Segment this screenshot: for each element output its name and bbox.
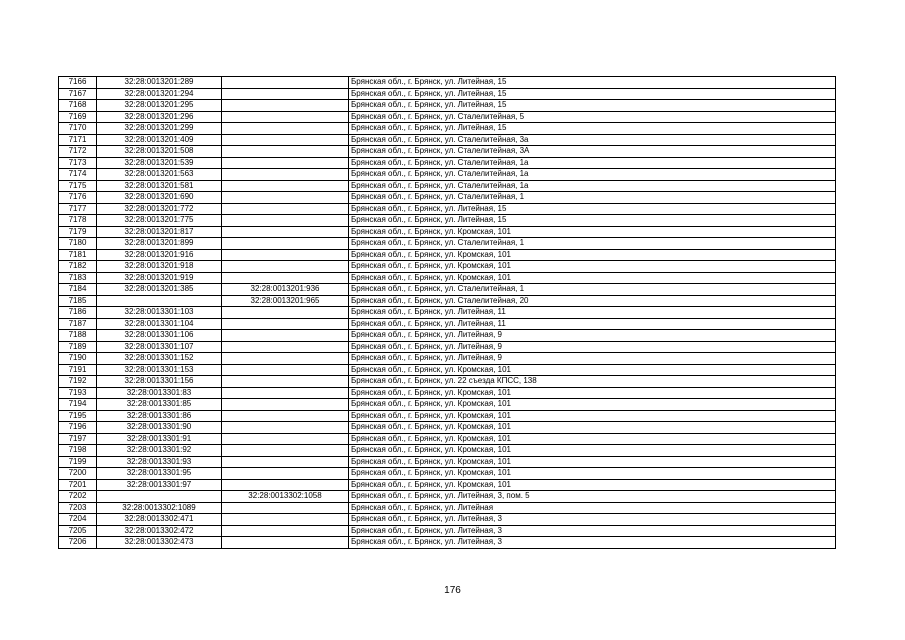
address-cell: Брянская обл., г. Брянск, ул. Кромская, 101 — [349, 399, 836, 411]
secondary-cadastral-number-cell — [222, 422, 349, 434]
address-cell: Брянская обл., г. Брянск, ул. Кромская, 101 — [349, 261, 836, 273]
cadastral-number-cell: 32:28:0013301:153 — [97, 364, 222, 376]
row-number-cell: 7196 — [59, 422, 97, 434]
row-number-cell: 7193 — [59, 387, 97, 399]
cadastral-number-cell: 32:28:0013301:107 — [97, 341, 222, 353]
row-number-cell: 7200 — [59, 468, 97, 480]
secondary-cadastral-number-cell: 32:28:0013201:965 — [222, 295, 349, 307]
cadastral-number-cell: 32:28:0013301:91 — [97, 433, 222, 445]
row-number-cell: 7192 — [59, 376, 97, 388]
cadastral-number-cell: 32:28:0013302:472 — [97, 525, 222, 537]
secondary-cadastral-number-cell — [222, 364, 349, 376]
row-number-cell: 7188 — [59, 330, 97, 342]
address-cell: Брянская обл., г. Брянск, ул. Литейная, 15 — [349, 123, 836, 135]
table-row — [59, 157, 836, 169]
cadastral-number-cell: 32:28:0013201:539 — [97, 157, 222, 169]
property-register-table — [58, 76, 836, 549]
row-number-cell: 7191 — [59, 364, 97, 376]
row-number-cell: 7169 — [59, 111, 97, 123]
secondary-cadastral-number-cell — [222, 238, 349, 250]
row-number-cell: 7183 — [59, 272, 97, 284]
cadastral-number-cell: 32:28:0013201:817 — [97, 226, 222, 238]
address-cell: Брянская обл., г. Брянск, ул. Литейная, 3, пом. 5 — [349, 491, 836, 503]
secondary-cadastral-number-cell — [222, 203, 349, 215]
cadastral-number-cell: 32:28:0013301:156 — [97, 376, 222, 388]
table-row — [59, 537, 836, 549]
secondary-cadastral-number-cell — [222, 514, 349, 526]
row-number-cell: 7181 — [59, 249, 97, 261]
row-number-cell: 7173 — [59, 157, 97, 169]
secondary-cadastral-number-cell — [222, 134, 349, 146]
address-cell: Брянская обл., г. Брянск, ул. Сталелитейная, 1а — [349, 169, 836, 181]
row-number-cell: 7172 — [59, 146, 97, 158]
cadastral-number-cell: 32:28:0013201:385 — [97, 284, 222, 296]
table-row — [59, 318, 836, 330]
cadastral-number-cell: 32:28:0013301:90 — [97, 422, 222, 434]
row-number-cell: 7179 — [59, 226, 97, 238]
address-cell: Брянская обл., г. Брянск, ул. Кромская, 101 — [349, 433, 836, 445]
address-cell: Брянская обл., г. Брянск, ул. Сталелитейная, 3а — [349, 134, 836, 146]
row-number-cell: 7202 — [59, 491, 97, 503]
address-cell: Брянская обл., г. Брянск, ул. Литейная, 11 — [349, 318, 836, 330]
cadastral-number-cell: 32:28:0013201:775 — [97, 215, 222, 227]
cadastral-number-cell: 32:28:0013301:95 — [97, 468, 222, 480]
cadastral-number-cell: 32:28:0013301:103 — [97, 307, 222, 319]
address-cell: Брянская обл., г. Брянск, ул. Литейная, 9 — [349, 353, 836, 365]
secondary-cadastral-number-cell — [222, 180, 349, 192]
address-cell: Брянская обл., г. Брянск, ул. Литейная, 9 — [349, 330, 836, 342]
address-cell: Брянская обл., г. Брянск, ул. Литейная, 15 — [349, 215, 836, 227]
address-cell: Брянская обл., г. Брянск, ул. Сталелитейная, 1 — [349, 192, 836, 204]
secondary-cadastral-number-cell — [222, 215, 349, 227]
address-cell: Брянская обл., г. Брянск, ул. Сталелитейная, 1а — [349, 157, 836, 169]
table-row — [59, 468, 836, 480]
table-row — [59, 192, 836, 204]
secondary-cadastral-number-cell — [222, 169, 349, 181]
table-row — [59, 100, 836, 112]
secondary-cadastral-number-cell — [222, 77, 349, 89]
row-number-cell: 7189 — [59, 341, 97, 353]
secondary-cadastral-number-cell — [222, 399, 349, 411]
cadastral-number-cell: 32:28:0013201:296 — [97, 111, 222, 123]
address-cell: Брянская обл., г. Брянск, ул. Литейная, 15 — [349, 100, 836, 112]
secondary-cadastral-number-cell — [222, 307, 349, 319]
secondary-cadastral-number-cell — [222, 502, 349, 514]
table-row — [59, 479, 836, 491]
secondary-cadastral-number-cell: 32:28:0013302:1058 — [222, 491, 349, 503]
address-cell: Брянская обл., г. Брянск, ул. Сталелитейная, 3А — [349, 146, 836, 158]
address-cell: Брянская обл., г. Брянск, ул. Кромская, 101 — [349, 410, 836, 422]
row-number-cell: 7178 — [59, 215, 97, 227]
secondary-cadastral-number-cell — [222, 100, 349, 112]
row-number-cell: 7180 — [59, 238, 97, 250]
table-row — [59, 502, 836, 514]
table-row — [59, 295, 836, 307]
secondary-cadastral-number-cell — [222, 192, 349, 204]
address-cell: Брянская обл., г. Брянск, ул. Литейная, 9 — [349, 341, 836, 353]
table-row — [59, 238, 836, 250]
table-row — [59, 330, 836, 342]
row-number-cell: 7185 — [59, 295, 97, 307]
cadastral-number-cell: 32:28:0013201:289 — [97, 77, 222, 89]
table-row — [59, 525, 836, 537]
secondary-cadastral-number-cell — [222, 157, 349, 169]
secondary-cadastral-number-cell — [222, 353, 349, 365]
address-cell: Брянская обл., г. Брянск, ул. Кромская, 101 — [349, 226, 836, 238]
secondary-cadastral-number-cell — [222, 537, 349, 549]
address-cell: Брянская обл., г. Брянск, ул. Кромская, 101 — [349, 387, 836, 399]
row-number-cell: 7201 — [59, 479, 97, 491]
cadastral-number-cell — [97, 491, 222, 503]
row-number-cell: 7184 — [59, 284, 97, 296]
table-row — [59, 387, 836, 399]
secondary-cadastral-number-cell — [222, 111, 349, 123]
address-cell: Брянская обл., г. Брянск, ул. Кромская, 101 — [349, 456, 836, 468]
row-number-cell: 7187 — [59, 318, 97, 330]
row-number-cell: 7182 — [59, 261, 97, 273]
secondary-cadastral-number-cell — [222, 479, 349, 491]
secondary-cadastral-number-cell — [222, 272, 349, 284]
table-row — [59, 77, 836, 89]
table-row — [59, 410, 836, 422]
table-row — [59, 422, 836, 434]
address-cell: Брянская обл., г. Брянск, ул. Кромская, 101 — [349, 468, 836, 480]
cadastral-number-cell: 32:28:0013201:581 — [97, 180, 222, 192]
cadastral-number-cell: 32:28:0013302:471 — [97, 514, 222, 526]
table-row — [59, 261, 836, 273]
row-number-cell: 7174 — [59, 169, 97, 181]
secondary-cadastral-number-cell — [222, 88, 349, 100]
row-number-cell: 7186 — [59, 307, 97, 319]
secondary-cadastral-number-cell — [222, 330, 349, 342]
cadastral-number-cell: 32:28:0013201:916 — [97, 249, 222, 261]
address-cell: Брянская обл., г. Брянск, ул. Сталелитейная, 1 — [349, 284, 836, 296]
cadastral-number-cell: 32:28:0013301:97 — [97, 479, 222, 491]
cadastral-number-cell: 32:28:0013301:106 — [97, 330, 222, 342]
table-row — [59, 88, 836, 100]
address-cell: Брянская обл., г. Брянск, ул. Литейная, 15 — [349, 88, 836, 100]
table-row — [59, 226, 836, 238]
cadastral-number-cell: 32:28:0013301:86 — [97, 410, 222, 422]
row-number-cell: 7205 — [59, 525, 97, 537]
address-cell: Брянская обл., г. Брянск, ул. Кромская, 101 — [349, 422, 836, 434]
address-cell: Брянская обл., г. Брянск, ул. Сталелитейная, 5 — [349, 111, 836, 123]
address-cell: Брянская обл., г. Брянск, ул. Литейная, 11 — [349, 307, 836, 319]
table-row — [59, 307, 836, 319]
row-number-cell: 7190 — [59, 353, 97, 365]
cadastral-number-cell: 32:28:0013201:690 — [97, 192, 222, 204]
row-number-cell: 7168 — [59, 100, 97, 112]
row-number-cell: 7176 — [59, 192, 97, 204]
secondary-cadastral-number-cell — [222, 341, 349, 353]
secondary-cadastral-number-cell — [222, 249, 349, 261]
cadastral-number-cell: 32:28:0013201:563 — [97, 169, 222, 181]
address-cell: Брянская обл., г. Брянск, ул. Литейная, 3 — [349, 514, 836, 526]
row-number-cell: 7197 — [59, 433, 97, 445]
table-row — [59, 491, 836, 503]
cadastral-number-cell: 32:28:0013201:918 — [97, 261, 222, 273]
row-number-cell: 7167 — [59, 88, 97, 100]
cadastral-number-cell: 32:28:0013301:104 — [97, 318, 222, 330]
table-row — [59, 169, 836, 181]
table-row — [59, 272, 836, 284]
table-row — [59, 353, 836, 365]
table-row — [59, 134, 836, 146]
address-cell: Брянская обл., г. Брянск, ул. Сталелитейная, 20 — [349, 295, 836, 307]
row-number-cell: 7175 — [59, 180, 97, 192]
table-row — [59, 364, 836, 376]
cadastral-number-cell: 32:28:0013301:85 — [97, 399, 222, 411]
address-cell: Брянская обл., г. Брянск, ул. Кромская, 101 — [349, 249, 836, 261]
address-cell: Брянская обл., г. Брянск, ул. Литейная, 15 — [349, 77, 836, 89]
cadastral-number-cell: 32:28:0013302:473 — [97, 537, 222, 549]
cadastral-number-cell: 32:28:0013201:919 — [97, 272, 222, 284]
row-number-cell: 7204 — [59, 514, 97, 526]
table-row — [59, 433, 836, 445]
cadastral-number-cell: 32:28:0013201:899 — [97, 238, 222, 250]
cadastral-number-cell: 32:28:0013301:92 — [97, 445, 222, 457]
secondary-cadastral-number-cell — [222, 387, 349, 399]
address-cell: Брянская обл., г. Брянск, ул. Литейная, 3 — [349, 537, 836, 549]
table-row — [59, 111, 836, 123]
address-cell: Брянская обл., г. Брянск, ул. Сталелитейная, 1а — [349, 180, 836, 192]
secondary-cadastral-number-cell: 32:28:0013201:936 — [222, 284, 349, 296]
cadastral-number-cell: 32:28:0013301:93 — [97, 456, 222, 468]
address-cell: Брянская обл., г. Брянск, ул. Литейная, 3 — [349, 525, 836, 537]
row-number-cell: 7194 — [59, 399, 97, 411]
cadastral-number-cell: 32:28:0013201:294 — [97, 88, 222, 100]
address-cell: Брянская обл., г. Брянск, ул. Кромская, 101 — [349, 445, 836, 457]
cadastral-number-cell: 32:28:0013302:1089 — [97, 502, 222, 514]
secondary-cadastral-number-cell — [222, 146, 349, 158]
table-row — [59, 249, 836, 261]
row-number-cell: 7198 — [59, 445, 97, 457]
address-cell: Брянская обл., г. Брянск, ул. Литейная — [349, 502, 836, 514]
page-number: 176 — [444, 585, 461, 596]
row-number-cell: 7166 — [59, 77, 97, 89]
row-number-cell: 7203 — [59, 502, 97, 514]
table-row — [59, 456, 836, 468]
cadastral-number-cell: 32:28:0013301:152 — [97, 353, 222, 365]
table-row — [59, 376, 836, 388]
row-number-cell: 7171 — [59, 134, 97, 146]
table-body — [59, 77, 836, 549]
secondary-cadastral-number-cell — [222, 456, 349, 468]
secondary-cadastral-number-cell — [222, 445, 349, 457]
table-row — [59, 203, 836, 215]
secondary-cadastral-number-cell — [222, 433, 349, 445]
table-row — [59, 341, 836, 353]
table-row — [59, 514, 836, 526]
table-row — [59, 123, 836, 135]
secondary-cadastral-number-cell — [222, 376, 349, 388]
address-cell: Брянская обл., г. Брянск, ул. Кромская, 101 — [349, 272, 836, 284]
secondary-cadastral-number-cell — [222, 261, 349, 273]
row-number-cell: 7195 — [59, 410, 97, 422]
row-number-cell: 7170 — [59, 123, 97, 135]
secondary-cadastral-number-cell — [222, 525, 349, 537]
row-number-cell: 7177 — [59, 203, 97, 215]
table-row — [59, 180, 836, 192]
cadastral-number-cell: 32:28:0013301:83 — [97, 387, 222, 399]
address-cell: Брянская обл., г. Брянск, ул. 22 съезда КПСС, 138 — [349, 376, 836, 388]
cadastral-number-cell: 32:28:0013201:295 — [97, 100, 222, 112]
secondary-cadastral-number-cell — [222, 226, 349, 238]
cadastral-number-cell: 32:28:0013201:772 — [97, 203, 222, 215]
address-cell: Брянская обл., г. Брянск, ул. Литейная, 15 — [349, 203, 836, 215]
table-row — [59, 399, 836, 411]
row-number-cell: 7199 — [59, 456, 97, 468]
address-cell: Брянская обл., г. Брянск, ул. Сталелитейная, 1 — [349, 238, 836, 250]
secondary-cadastral-number-cell — [222, 318, 349, 330]
cadastral-number-cell: 32:28:0013201:409 — [97, 134, 222, 146]
table-row — [59, 445, 836, 457]
cadastral-number-cell — [97, 295, 222, 307]
secondary-cadastral-number-cell — [222, 410, 349, 422]
secondary-cadastral-number-cell — [222, 123, 349, 135]
table-row — [59, 215, 836, 227]
table-row — [59, 146, 836, 158]
address-cell: Брянская обл., г. Брянск, ул. Кромская, 101 — [349, 364, 836, 376]
row-number-cell: 7206 — [59, 537, 97, 549]
address-cell: Брянская обл., г. Брянск, ул. Кромская, 101 — [349, 479, 836, 491]
table-row — [59, 284, 836, 296]
cadastral-number-cell: 32:28:0013201:299 — [97, 123, 222, 135]
cadastral-number-cell: 32:28:0013201:508 — [97, 146, 222, 158]
secondary-cadastral-number-cell — [222, 468, 349, 480]
